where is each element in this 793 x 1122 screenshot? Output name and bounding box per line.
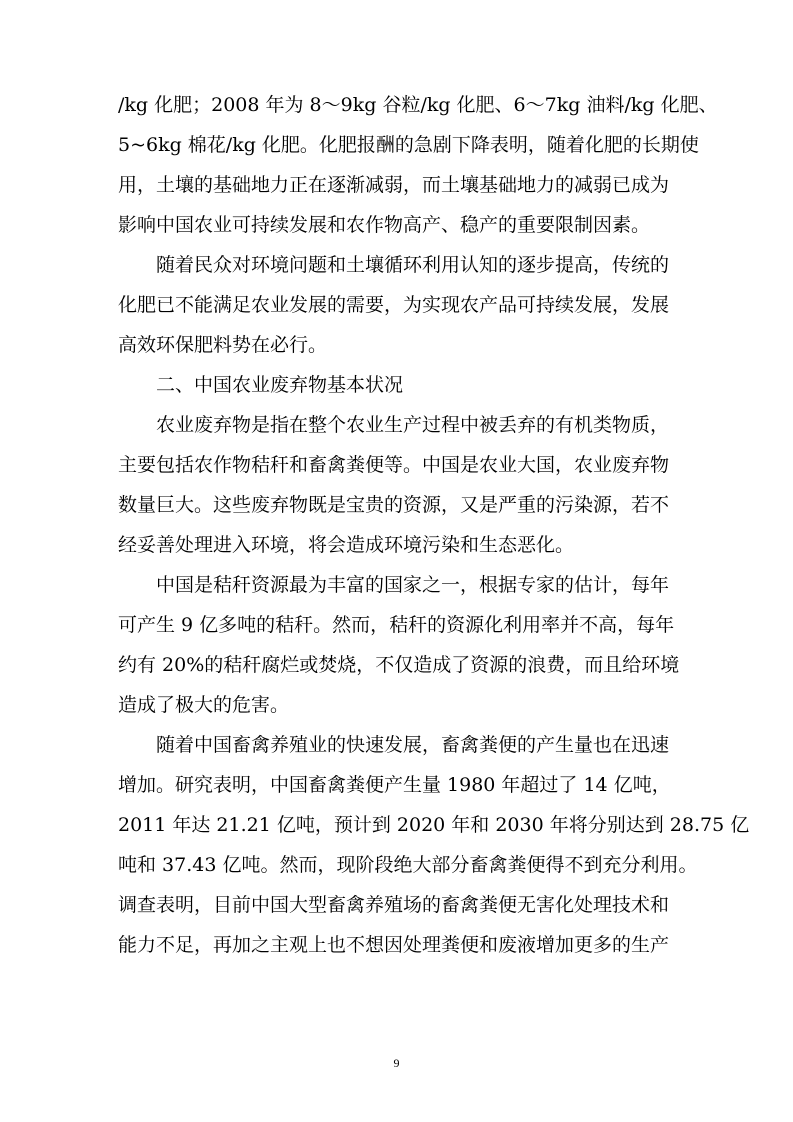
body-text: [118, 85, 750, 965]
text-line: 影响中国农业可持续发展和农作物高产、稳产的重要限制因素。: [118, 214, 651, 236]
text-line: 经妥善处理进入环境，将会造成环境污染和生态恶化。: [118, 534, 575, 556]
page-number: 9: [393, 1056, 400, 1070]
text-line: 随着中国畜禽养殖业的快速发展，畜禽粪便的产生量也在迅速: [156, 734, 670, 756]
text-line: 造成了极大的危害。: [118, 694, 290, 716]
section-heading: 二、中国农业废弃物基本状况: [156, 374, 404, 396]
text-line: 能力不足，再加之主观上也不想因处理粪便和废液增加更多的生产: [118, 934, 670, 956]
text-line: 增加。研究表明，中国畜禽粪便产生量 1980 年超过了 14 亿吨，: [118, 774, 671, 796]
text-line: 中国是秸秆资源最为丰富的国家之一，根据专家的估计，每年: [156, 574, 670, 596]
text-line: 主要包括农作物秸秆和畜禽粪便等。中国是农业大国，农业废弃物: [118, 454, 670, 476]
text-line: 用，土壤的基础地力正在逐渐减弱，而土壤基础地力的减弱已成为: [118, 174, 670, 196]
text-line: /kg 化肥；2008 年为 8～9kg 谷粒/kg 化肥、6～7kg 油料/kg 化肥、: [118, 94, 718, 116]
text-line: 约有 20%的秸秆腐烂或焚烧，不仅造成了资源的浪费，而且给环境: [118, 654, 680, 676]
text-line: 可产生 9 亿多吨的秸秆。然而，秸秆的资源化利用率并不高，每年: [118, 614, 675, 636]
text-line: 农业废弃物是指在整个农业生产过程中被丢弃的有机类物质，: [156, 414, 670, 436]
text-line: 数量巨大。这些废弃物既是宝贵的资源，又是严重的污染源，若不: [118, 494, 670, 516]
text-line: 5~6kg 棉花/kg 化肥。化肥报酬的急剧下降表明，随着化肥的长期使: [118, 134, 699, 156]
text-line: 调查表明，目前中国大型畜禽养殖场的畜禽粪便无害化处理技术和: [118, 894, 670, 916]
text-line: 化肥已不能满足农业发展的需要，为实现农产品可持续发展，发展: [118, 294, 670, 316]
text-line: 吨和 37.43 亿吨。然而，现阶段绝大部分畜禽粪便得不到充分利用。: [118, 854, 698, 876]
text-line: 高效环保肥料势在必行。: [118, 334, 328, 356]
text-line: 2011 年达 21.21 亿吨，预计到 2020 年和 2030 年将分别达到 28.75 亿: [118, 814, 750, 836]
text-line: 随着民众对环境问题和土壤循环利用认知的逐步提高，传统的: [156, 254, 670, 276]
